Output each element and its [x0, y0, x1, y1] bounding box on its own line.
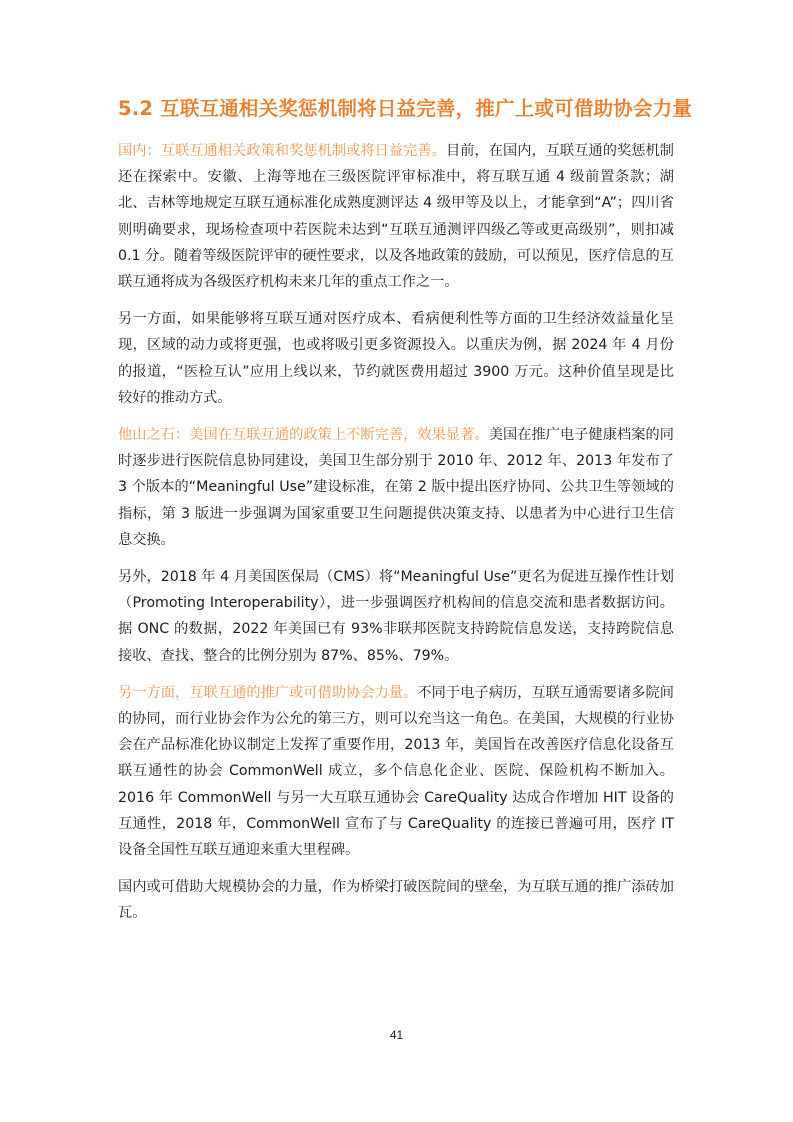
- paragraph-cms-interoperability: [118, 564, 674, 669]
- paragraph-body: 目前，在国内，互联互通的奖惩机制还在探索中。安徽、上海等地在三级医院评审标准中，将互联互通 4 级前置条款；湖北、吉林等地规定互联互通标准化成熟度测评达 4 级甲等及以上，才能拿到“A”；四川省则明确要求，现场检查项中若医院未达到“互联互通测评四级乙等或更高级别”，则扣减 0.1 分。随着等级医院评审的硬性要求，以及各地政策的鼓励，可以预见，医疗信息的互联互通将成为各级医疗机构未来几年的重点工作之一。: [118, 143, 674, 291]
- paragraph-body: 美国在推广电子健康档案的同时逐步进行医院信息协同建设，美国卫生部分别于 2010 年、2012 年、2013 年发布了 3 个版本的“Meaningful Use”建设标准，在第 2 版中提出医疗协同、公共卫生等领域的指标，第 3 版进一步强调为国家重要卫生问题提供决策支持、以患者为中心进行卫生信息交换。: [118, 427, 674, 548]
- paragraph-conclusion: [118, 874, 674, 926]
- paragraph-body: 国内或可借助大规模协会的力量，作为桥梁打破医院间的壁垒，为互联互通的推广添砖加瓦。: [118, 879, 674, 922]
- paragraph-economic-value: [118, 306, 674, 411]
- paragraph-body: 另外，2018 年 4 月美国医保局（CMS）将“Meaningful Use”更名为促进互操作性计划（Promoting Interoperability），进一步强调医疗机构间的信息交流和患者数据访问。据 ONC 的数据，2022 年美国已有 93%非联邦医院支持跨院信息发送，支持跨院信息接收、查找、整合的比例分别为 87%、85%、79%。: [118, 569, 674, 664]
- document-page: [118, 92, 693, 938]
- paragraph-lead: 另一方面，互联互通的推广或可借助协会力量。: [118, 684, 418, 701]
- paragraph-domestic-policy: [118, 138, 674, 295]
- paragraph-associations: [118, 680, 674, 863]
- paragraph-lead: 国内：互联互通相关政策和奖惩机制或将日益完善。: [118, 143, 446, 159]
- paragraph-body: 另一方面，如果能够将互联互通对医疗成本、看病便利性等方面的卫生经济效益量化呈现，区域的动力或将更强，也或将吸引更多资源投入。以重庆为例，据 2024 年 4 月份的报道，“医检互认”应用上线以来，节约就医费用超过 3900 万元。这种价值呈现是比较好的推动方式。: [118, 311, 674, 406]
- page-number: 41: [389, 1028, 404, 1042]
- paragraph-body: 不同于电子病历，互联互通需要诸多院间的协同，而行业协会作为公允的第三方，则可以充当这一角色。在美国，大规模的行业协会在产品标准化协议制定上发挥了重要作用，2013 年，美国旨在改善医疗信息化设备互联互通性的协会 CommonWell 成立，多个信息化企业、医院、保险机构不断加入。2016 年 CommonWell 与另一大互联互通协会 CareQuality 达成合作增加 HIT 设备的互通性，2018 年，CommonWell 宣布了与 CareQuality 的连接已普遍可用，医疗 IT 设备全国性互联互通迎来重大里程碑。: [118, 684, 674, 859]
- paragraph-lead: 他山之石：美国在互联互通的政策上不断完善，效果显著。: [118, 427, 489, 444]
- paragraph-us-policy: [118, 422, 674, 553]
- section-title: 5.2 互联互通相关奖惩机制将日益完善，推广上或可借助协会力量: [118, 97, 693, 120]
